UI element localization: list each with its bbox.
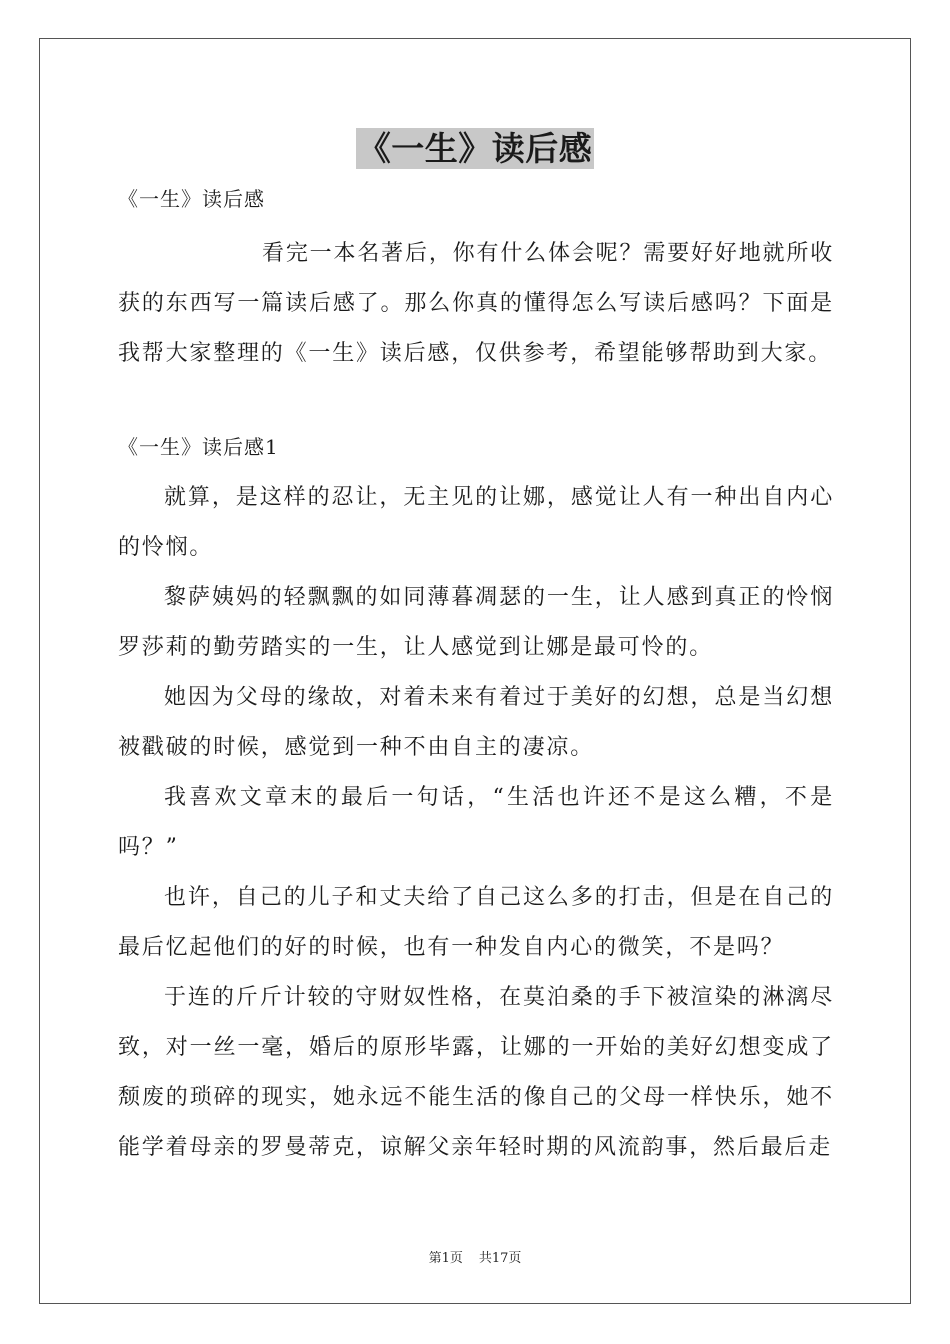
page-number: 第1页 [428, 1251, 463, 1266]
body-paragraph-2: 黎萨姨妈的轻飘飘的如同薄暮凋瑟的一生，让人感到真正的怜悯罗莎莉的勤劳踏实的一生，让人感觉到让娜是最可怜的。 [118, 585, 834, 660]
page-footer [0, 1247, 950, 1266]
page-total: 共17页 [478, 1251, 522, 1266]
document-title: 《一生》读后感 [357, 129, 593, 168]
section-heading: 《一生》读后感1 [118, 435, 279, 459]
document-body [118, 179, 834, 1173]
body-paragraph-4: 我喜欢文章末的最后一句话，“生活也许还不是这么糟，不是吗？” [118, 785, 834, 860]
intro-heading: 《一生》读后感 [118, 187, 265, 211]
title-container [0, 128, 950, 169]
body-paragraph-3: 她因为父母的缘故，对着未来有着过于美好的幻想，总是当幻想被戳破的时候，感觉到一种不由自主的凄凉。 [118, 685, 834, 760]
section-spacer [118, 379, 834, 427]
body-paragraph-5: 也许，自己的儿子和丈夫给了自己这么多的打击，但是在自己的最后忆起他们的好的时候，也有一种发自内心的微笑，不是吗？ [118, 885, 834, 960]
body-paragraph-6: 于连的斤斤计较的守财奴性格，在莫泊桑的手下被渲染的淋漓尽致，对一丝一毫，婚后的原形毕露，让娜的一开始的美好幻想变成了颓废的琐碎的现实，她永远不能生活的像自己的父母一样快乐，她不能学着母亲的罗曼蒂克，谅解父亲年轻时期的风流韵事，然后最后走 [118, 985, 834, 1160]
body-paragraph-1: 就算，是这样的忍让，无主见的让娜，感觉让人有一种出自内心的怜悯。 [118, 485, 834, 560]
intro-paragraph: 看完一本名著后，你有什么体会呢？需要好好地就所收获的东西写一篇读后感了。那么你真的懂得怎么写读后感吗？下面是我帮大家整理的《一生》读后感，仅供参考，希望能够帮助到大家。 [118, 241, 834, 366]
